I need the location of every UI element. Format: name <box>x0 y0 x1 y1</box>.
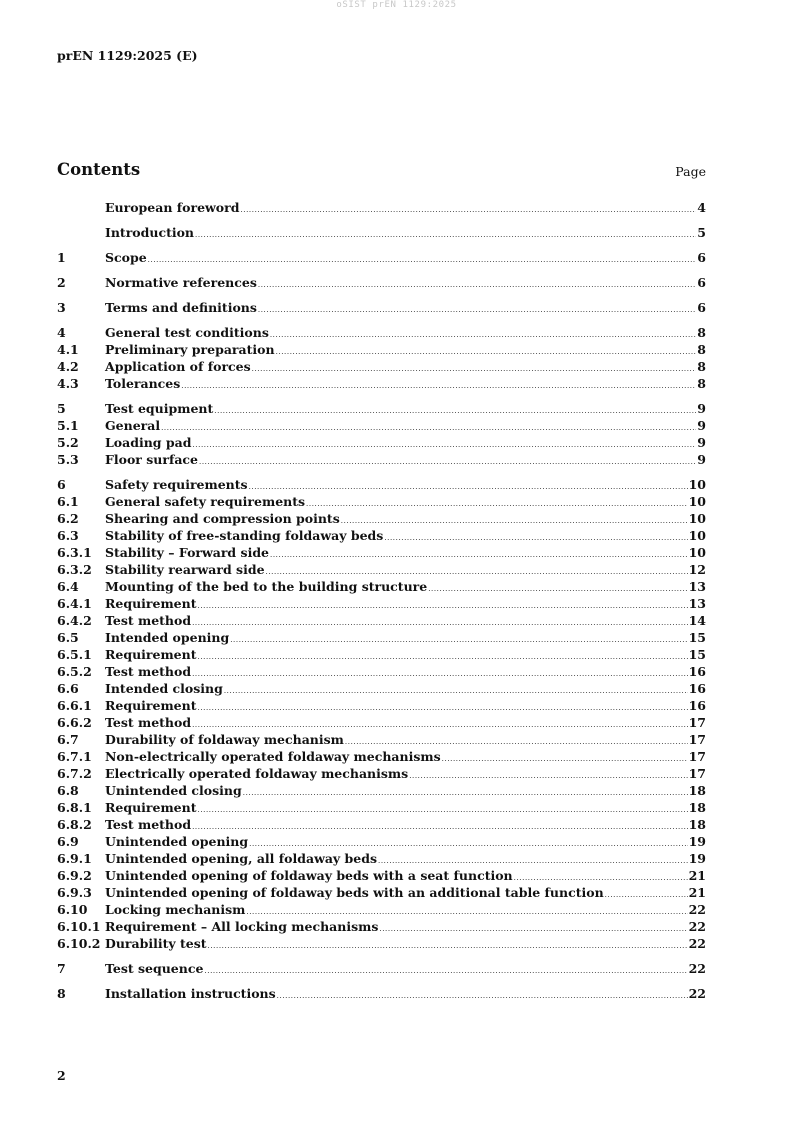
toc-entry-number: 1 <box>57 250 66 265</box>
toc-entry-page: 18 <box>688 800 706 815</box>
toc-entry[interactable] <box>57 885 706 902</box>
toc-leader-dots <box>270 331 696 339</box>
toc-entry-page: 22 <box>688 986 706 1001</box>
toc-leader-dots <box>249 840 687 848</box>
toc-entry-title: Stability – Forward side <box>105 545 270 560</box>
toc-entry-page: 8 <box>697 359 706 374</box>
toc-entry-title: Durability of foldaway mechanism <box>105 732 344 747</box>
toc-leader-dots <box>270 551 688 559</box>
toc-entry[interactable] <box>57 325 706 342</box>
toc-entry[interactable] <box>57 715 706 732</box>
toc-entry-number: 3 <box>57 300 66 315</box>
toc-leader-dots <box>277 992 688 1000</box>
toc-leader-dots <box>345 738 688 746</box>
toc-entry[interactable] <box>57 800 706 817</box>
toc-entry[interactable] <box>57 452 706 469</box>
toc-leader-dots <box>258 306 696 314</box>
toc-leader-dots <box>378 857 688 865</box>
toc-entry-number: 5.1 <box>57 418 79 433</box>
toc-entry-title: Non-electrically operated foldaway mechanisms <box>105 749 441 764</box>
toc-entry-title: Requirement <box>105 647 197 662</box>
toc-entry-page: 9 <box>697 418 706 433</box>
toc-entry[interactable] <box>57 225 706 242</box>
toc-entry-title: Preliminary preparation <box>105 342 275 357</box>
toc-leader-dots <box>198 806 688 814</box>
toc-entry-title: Test method <box>105 613 192 628</box>
toc-entry-title: General test conditions <box>105 325 269 340</box>
toc-entry-title: Durability test <box>105 936 207 951</box>
toc-entry-number: 6.2 <box>57 511 79 526</box>
toc-leader-dots <box>230 636 687 644</box>
toc-entry-title: Stability of free-standing foldaway beds <box>105 528 384 543</box>
toc-entry-page: 9 <box>697 452 706 467</box>
toc-entry-page: 16 <box>688 698 706 713</box>
toc-leader-dots <box>199 458 696 466</box>
toc-entry-number: 5 <box>57 401 66 416</box>
toc-entry[interactable] <box>57 477 706 494</box>
document-id: prEN 1129:2025 (E) <box>57 48 198 63</box>
toc-entry-page: 13 <box>688 579 706 594</box>
toc-entry-number: 4.3 <box>57 376 79 391</box>
toc-entry-number: 6.3.2 <box>57 562 92 577</box>
toc-entry[interactable] <box>57 435 706 452</box>
toc-leader-dots <box>198 602 688 610</box>
toc-entry[interactable] <box>57 596 706 613</box>
toc-leader-dots <box>208 942 688 950</box>
toc-entry[interactable] <box>57 300 706 317</box>
toc-entry[interactable] <box>57 494 706 511</box>
toc-entry-number: 6.10.1 <box>57 919 101 934</box>
toc-leader-dots <box>428 585 687 593</box>
toc-entry-page: 8 <box>697 376 706 391</box>
toc-entry[interactable] <box>57 613 706 630</box>
toc-leader-dots <box>161 424 696 432</box>
toc-entry-title: Unintended closing <box>105 783 242 798</box>
toc-entry-title: European foreword <box>105 200 240 215</box>
toc-entry-page: 16 <box>688 664 706 679</box>
toc-entry[interactable] <box>57 681 706 698</box>
toc-leader-dots <box>409 772 687 780</box>
toc-entry-title: Intended opening <box>105 630 230 645</box>
toc-entry[interactable] <box>57 647 706 664</box>
toc-entry[interactable] <box>57 986 706 1003</box>
toc-leader-dots <box>240 206 696 214</box>
toc-leader-dots <box>148 256 697 264</box>
toc-entry-number: 6.6 <box>57 681 79 696</box>
toc-entry-page: 8 <box>697 342 706 357</box>
toc-entry-title: Unintended opening, all foldaway beds <box>105 851 378 866</box>
toc-entry-number: 6 <box>57 477 66 492</box>
toc-entry[interactable] <box>57 579 706 596</box>
watermark: oSIST prEN 1129:2025 <box>336 0 457 10</box>
toc-entry[interactable] <box>57 545 706 562</box>
toc-entry-page: 4 <box>697 200 706 215</box>
toc-entry-number: 4.2 <box>57 359 79 374</box>
toc-entry[interactable] <box>57 749 706 766</box>
toc-entry-title: Test method <box>105 817 192 832</box>
toc-entry-number: 6.3 <box>57 528 79 543</box>
toc-entry[interactable] <box>57 359 706 376</box>
page-number: 2 <box>57 1068 66 1083</box>
toc-leader-dots <box>276 348 697 356</box>
toc-entry-number: 6.7 <box>57 732 79 747</box>
toc-entry-title: Normative references <box>105 275 257 290</box>
toc-entry-page: 9 <box>697 435 706 450</box>
toc-entry-number: 5.2 <box>57 435 79 450</box>
toc-entry-page: 22 <box>688 961 706 976</box>
toc-entry-page: 10 <box>688 511 706 526</box>
toc-entry-title: Electrically operated foldaway mechanisms <box>105 766 409 781</box>
toc-entry-number: 6.9.3 <box>57 885 92 900</box>
toc-entry[interactable] <box>57 200 706 217</box>
page-column-label: Page <box>675 164 706 179</box>
toc-entry-page: 22 <box>688 936 706 951</box>
toc-entry-number: 6.4.1 <box>57 596 92 611</box>
toc-entry-title: Safety requirements <box>105 477 248 492</box>
toc-leader-dots <box>195 231 696 239</box>
toc-entry[interactable] <box>57 961 706 978</box>
toc-entry-page: 12 <box>688 562 706 577</box>
toc-entry-page: 17 <box>688 715 706 730</box>
toc-entry-number: 6.5.1 <box>57 647 92 662</box>
toc-entry-title: Mounting of the bed to the building structure <box>105 579 428 594</box>
toc-entry-page: 19 <box>688 834 706 849</box>
toc-entry[interactable] <box>57 664 706 681</box>
toc-entry-title: General <box>105 418 161 433</box>
toc-entry-number: 6.7.1 <box>57 749 92 764</box>
toc-entry-page: 6 <box>697 250 706 265</box>
toc-entry-number: 6.9 <box>57 834 79 849</box>
toc-entry-number: 6.7.2 <box>57 766 92 781</box>
toc-entry-page: 9 <box>697 401 706 416</box>
toc-entry-page: 18 <box>688 817 706 832</box>
toc-entry-page: 22 <box>688 902 706 917</box>
toc-entry[interactable] <box>57 698 706 715</box>
toc-entry[interactable] <box>57 342 706 359</box>
toc-entry[interactable] <box>57 783 706 800</box>
toc-entry-number: 6.3.1 <box>57 545 92 560</box>
toc-entry-title: Requirement <box>105 698 197 713</box>
toc-entry-title: Application of forces <box>105 359 251 374</box>
toc-leader-dots <box>258 281 696 289</box>
toc-entry-number: 6.5.2 <box>57 664 92 679</box>
toc-entry-title: Scope <box>105 250 147 265</box>
toc-entry-page: 10 <box>688 528 706 543</box>
toc-leader-dots <box>224 687 688 695</box>
toc-entry-page: 14 <box>688 613 706 628</box>
toc-entry[interactable] <box>57 834 706 851</box>
toc-entry-page: 6 <box>697 300 706 315</box>
toc-entry-title: Shearing and compression points <box>105 511 340 526</box>
toc-entry[interactable] <box>57 868 706 885</box>
toc-entry-title: Requirement <box>105 596 197 611</box>
toc-entry-number: 6.10.2 <box>57 936 101 951</box>
toc-entry-page: 10 <box>688 477 706 492</box>
toc-entry-title: Unintended opening of foldaway beds with an additional table function <box>105 885 604 900</box>
toc-entry-title: Test method <box>105 715 192 730</box>
toc-entry[interactable] <box>57 919 706 936</box>
toc-leader-dots <box>204 967 687 975</box>
toc-entry-title: General safety requirements <box>105 494 306 509</box>
toc-entry-number: 6.4.2 <box>57 613 92 628</box>
toc-entry-title: Requirement <box>105 800 197 815</box>
toc-entry[interactable] <box>57 418 706 435</box>
toc-leader-dots <box>341 517 688 525</box>
toc-entry[interactable] <box>57 630 706 647</box>
toc-entry-title: Test equipment <box>105 401 214 416</box>
toc-entry-page: 16 <box>688 681 706 696</box>
toc-leader-dots <box>214 407 696 415</box>
toc-entry-page: 21 <box>688 868 706 883</box>
toc-entry-page: 13 <box>688 596 706 611</box>
toc-entry-page: 22 <box>688 919 706 934</box>
toc-leader-dots <box>192 619 687 627</box>
toc-entry-number: 6.4 <box>57 579 79 594</box>
toc-entry[interactable] <box>57 902 706 919</box>
toc-leader-dots <box>192 823 687 831</box>
toc-entry[interactable] <box>57 817 706 834</box>
toc-entry-title: Stability rearward side <box>105 562 265 577</box>
toc-leader-dots <box>442 755 688 763</box>
toc-entry-number: 6.9.2 <box>57 868 92 883</box>
toc-entry-number: 7 <box>57 961 66 976</box>
toc-entry-title: Installation instructions <box>105 986 276 1001</box>
toc-entry-number: 4 <box>57 325 66 340</box>
toc-leader-dots <box>192 441 696 449</box>
toc-entry-number: 5.3 <box>57 452 79 467</box>
toc-entry[interactable] <box>57 275 706 292</box>
toc-leader-dots <box>605 891 688 899</box>
toc-entry-title: Loading pad <box>105 435 192 450</box>
toc-entry-number: 2 <box>57 275 66 290</box>
toc-leader-dots <box>384 534 687 542</box>
toc-entry[interactable] <box>57 528 706 545</box>
toc-entry-number: 6.6.2 <box>57 715 92 730</box>
toc-entry-page: 10 <box>688 494 706 509</box>
toc-entry-title: Requirement – All locking mechanisms <box>105 919 379 934</box>
toc-entry-page: 18 <box>688 783 706 798</box>
toc-entry-page: 6 <box>697 275 706 290</box>
toc-entry-number: 6.6.1 <box>57 698 92 713</box>
toc-leader-dots <box>243 789 688 797</box>
toc-entry-title: Terms and definitions <box>105 300 257 315</box>
toc-leader-dots <box>246 908 687 916</box>
toc-entry-number: 6.10 <box>57 902 88 917</box>
toc-entry-title: Intended closing <box>105 681 223 696</box>
table-of-contents <box>57 200 706 1003</box>
toc-entry-page: 17 <box>688 749 706 764</box>
toc-entry[interactable] <box>57 936 706 953</box>
toc-leader-dots <box>379 925 687 933</box>
toc-entry[interactable] <box>57 376 706 393</box>
toc-entry-page: 17 <box>688 732 706 747</box>
toc-entry[interactable] <box>57 562 706 579</box>
contents-title: Contents <box>57 160 141 179</box>
toc-entry-number: 6.8.2 <box>57 817 92 832</box>
toc-entry-title: Floor surface <box>105 452 198 467</box>
toc-leader-dots <box>252 365 697 373</box>
toc-entry[interactable] <box>57 851 706 868</box>
toc-entry-number: 4.1 <box>57 342 79 357</box>
toc-entry-page: 21 <box>688 885 706 900</box>
toc-leader-dots <box>514 874 688 882</box>
toc-leader-dots <box>181 382 696 390</box>
toc-entry[interactable] <box>57 732 706 749</box>
toc-entry[interactable] <box>57 250 706 267</box>
toc-leader-dots <box>266 568 688 576</box>
toc-entry[interactable] <box>57 511 706 528</box>
toc-entry-number: 8 <box>57 986 66 1001</box>
toc-entry-page: 15 <box>688 630 706 645</box>
toc-leader-dots <box>198 653 688 661</box>
toc-entry-title: Test method <box>105 664 192 679</box>
toc-entry-title: Introduction <box>105 225 195 240</box>
toc-entry-number: 6.8 <box>57 783 79 798</box>
toc-entry-title: Test sequence <box>105 961 204 976</box>
toc-entry-page: 8 <box>697 325 706 340</box>
toc-leader-dots <box>249 483 688 491</box>
toc-leader-dots <box>198 704 688 712</box>
toc-entry-number: 6.9.1 <box>57 851 92 866</box>
toc-entry-title: Tolerances <box>105 376 181 391</box>
toc-entry-title: Unintended opening <box>105 834 249 849</box>
toc-leader-dots <box>192 670 687 678</box>
toc-entry-title: Locking mechanism <box>105 902 246 917</box>
toc-leader-dots <box>306 500 688 508</box>
toc-entry[interactable] <box>57 401 706 418</box>
toc-leader-dots <box>192 721 687 729</box>
toc-entry[interactable] <box>57 766 706 783</box>
toc-entry-title: Unintended opening of foldaway beds with a seat function <box>105 868 513 883</box>
toc-entry-page: 15 <box>688 647 706 662</box>
toc-entry-page: 19 <box>688 851 706 866</box>
toc-entry-page: 17 <box>688 766 706 781</box>
toc-entry-page: 10 <box>688 545 706 560</box>
toc-entry-number: 6.1 <box>57 494 79 509</box>
toc-entry-number: 6.8.1 <box>57 800 92 815</box>
toc-entry-number: 6.5 <box>57 630 79 645</box>
toc-entry-page: 5 <box>697 225 706 240</box>
